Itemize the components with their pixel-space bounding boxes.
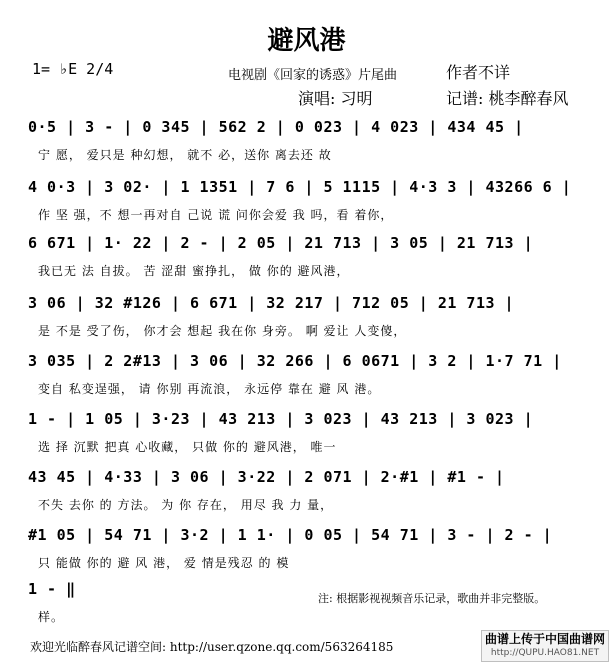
score-row [28, 468, 588, 514]
singer: 演唱: 习明 [298, 89, 373, 108]
notes-line: #1 05 | 54 71 | 3·2 | 1 1· | 0 05 | 54 71 | 3 - | 2 - | [28, 526, 553, 544]
lyrics-line: 样。 [38, 610, 65, 624]
score-row [28, 118, 588, 164]
notes-line: 0·5 | 3 - | 0 345 | 562 2 | 0 023 | 4 023 | 434 45 | [28, 118, 524, 136]
site-watermark [481, 630, 609, 662]
notes-line: 1 - ‖ [28, 580, 76, 598]
score-row [28, 178, 588, 224]
lyrics-line: 我已无 法 自拔。 苦 涩甜 蜜挣扎， 做 你的 避风港， [38, 264, 350, 278]
lyrics-line: 变自 私变逞强， 请 你别 再流浪， 永远停 靠在 避 风 港。 [38, 382, 381, 396]
notator: 记谱: 桃李醉春风 [446, 89, 569, 108]
notes-line: 1 - | 1 05 | 3·23 | 43 213 | 3 023 | 43 213 | 3 023 | [28, 410, 534, 428]
notes-line: 3 06 | 32 #126 | 6 671 | 32 217 | 712 05 | 21 713 | [28, 294, 515, 312]
welcome-link[interactable]: 欢迎光临醉春风记谱空间: http://user.qzone.qq.com/563264185 [30, 640, 394, 654]
score-row [28, 410, 588, 456]
score-row [28, 580, 208, 626]
lyrics-line: 不失 去你 的 方法。 为 你 存在， 用尽 我 力 量， [38, 498, 334, 512]
notes-line: 43 45 | 4·33 | 3 06 | 3·22 | 2 071 | 2·#1 | #1 - | [28, 468, 505, 486]
watermark-line2: http://QUPU.HAO81.NET [490, 648, 600, 658]
score-row [28, 352, 588, 398]
song-subtitle: 电视剧《回家的诱惑》片尾曲 [228, 68, 398, 83]
song-title: 避风港 [267, 26, 346, 56]
lyrics-line: 是 不是 受了伤， 你才会 想起 我在你 身旁。 啊 爱让 人变傻， [38, 324, 407, 338]
notes-line: 6 671 | 1· 22 | 2 - | 2 05 | 21 713 | 3 05 | 21 713 | [28, 234, 534, 252]
transcription-note: 注: 根据影视视频音乐记录，歌曲并非完整版。 [318, 592, 546, 605]
score-row [28, 526, 588, 572]
key-signature: 1= ♭E 2/4 [32, 60, 114, 78]
author: 作者不详 [446, 63, 511, 82]
lyrics-line: 作 坚 强，不 想一再对自 己说 谎 问你会爱 我 吗，看 着你， [38, 208, 394, 222]
lyrics-line: 宁 愿， 爱只是 种幻想， 就不 必，送你 离去还 故 [38, 148, 332, 162]
notes-line: 4 0·3 | 3 02· | 1 1351 | 7 6 | 5 1115 | 4·3 3 | 43266 6 | [28, 178, 572, 196]
notes-line: 3 035 | 2 2#13 | 3 06 | 32 266 | 6 0671 | 3 2 | 1·7 71 | [28, 352, 562, 370]
watermark-line1: 曲谱上传于中国曲谱网 [484, 632, 605, 646]
lyrics-line: 选 择 沉默 把真 心收藏， 只做 你的 避风港， 唯一 [38, 440, 337, 454]
lyrics-line: 只 能做 你的 避 风 港， 爱 情是残忍 的 模 [38, 556, 290, 570]
score-row [28, 294, 588, 340]
score-row [28, 234, 588, 280]
